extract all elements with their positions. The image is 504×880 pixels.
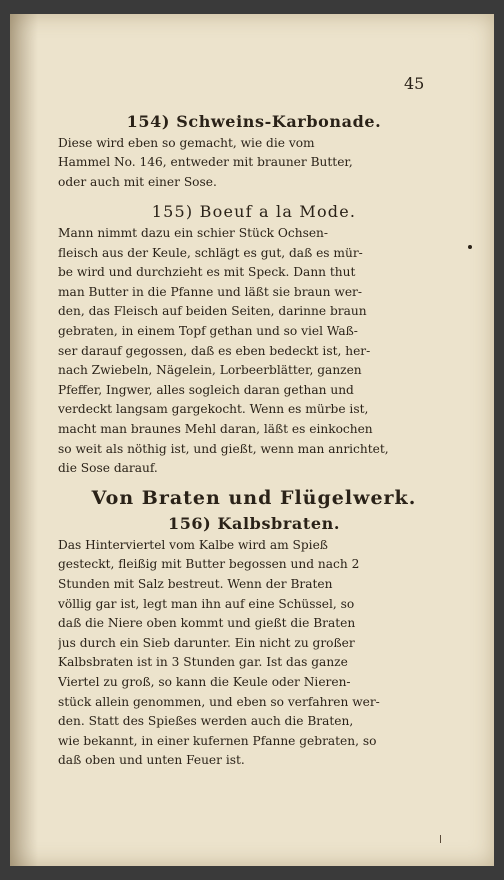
text-line: Diese wird eben so gemacht, wie die vom [58, 135, 315, 150]
text-line: daß die Niere oben kommt und gießt die Braten [58, 616, 356, 631]
text-line: Stunden mit Salz bestreut. Wenn der Braten [58, 577, 333, 592]
text-line: Pfeffer, Ingwer, alles sogleich daran gethan und [58, 382, 354, 397]
text-line: Kalbsbraten ist in 3 Stunden gar. Ist das ganze [58, 655, 348, 670]
text-line: Viertel zu groß, so kann die Keule oder Nieren- [58, 675, 351, 690]
text-line: macht man braunes Mehl daran, läßt es einkochen [58, 421, 373, 436]
text-line: die Sose darauf. [58, 461, 158, 476]
text-line: verdeckt langsam gargekocht. Wenn es mürbe ist, [58, 402, 369, 417]
text-line: Das Hinterviertel vom Kalbe wird am Spieß [58, 537, 328, 552]
recipe-heading-156: 156) Kalbsbraten. [167, 514, 341, 534]
page-number: 45 [404, 74, 425, 93]
text-line: den, das Fleisch auf beiden Seiten, darinne braun [58, 304, 367, 319]
text-line: daß oben und unten Feuer ist. [58, 753, 245, 768]
text-line: gebraten, in einem Topf gethan und so viel Waß- [58, 323, 358, 338]
recipe-text-156 [58, 536, 450, 771]
recipe-heading-154: 154) Schweins-Karbonade. [126, 112, 382, 131]
text-line: jus durch ein Sieb darunter. Ein nicht zu großer [58, 635, 355, 650]
section-title: Von Braten und Flügelwerk. [91, 486, 417, 509]
text-line: stück allein genommen, und eben so verfahren wer- [58, 694, 380, 709]
text-line: gesteckt, fleißig mit Butter begossen und nach 2 [58, 557, 360, 572]
text-line: nach Zwiebeln, Nägelein, Lorbeerblätter, ganzen [58, 363, 362, 378]
text-line: so weit als nöthig ist, und gießt, wenn man anrichtet, [58, 441, 389, 456]
corner-mark [440, 835, 441, 843]
text-line: man Butter in die Pfanne und läßt sie braun wer- [58, 284, 362, 299]
text-line: fleisch aus der Keule, schlägt es gut, daß es mür- [58, 245, 363, 260]
recipe-heading-155: 155) Boeuf a la Mode. [151, 202, 357, 222]
page-content [58, 70, 450, 781]
text-line: Hammel No. 146, entweder mit brauner Butter, [58, 155, 353, 170]
recipe-text-155 [58, 224, 450, 479]
text-line: völlig gar ist, legt man ihn auf eine Schüssel, so [58, 596, 355, 611]
text-line: wie bekannt, in einer kufernen Pfanne gebraten, so [58, 733, 377, 748]
text-line: ser darauf gegossen, daß es eben bedeckt ist, her- [58, 343, 371, 358]
edge-mark [468, 245, 472, 249]
spine-shadow [10, 14, 38, 866]
text-line: Mann nimmt dazu ein schier Stück Ochsen- [58, 225, 329, 240]
text-line: den. Statt des Spießes werden auch die Braten, [58, 714, 354, 729]
recipe-text-154 [58, 134, 450, 193]
text-line: be wird und durchzieht es mit Speck. Dann thut [58, 265, 356, 280]
text-line: oder auch mit einer Sose. [58, 174, 217, 189]
